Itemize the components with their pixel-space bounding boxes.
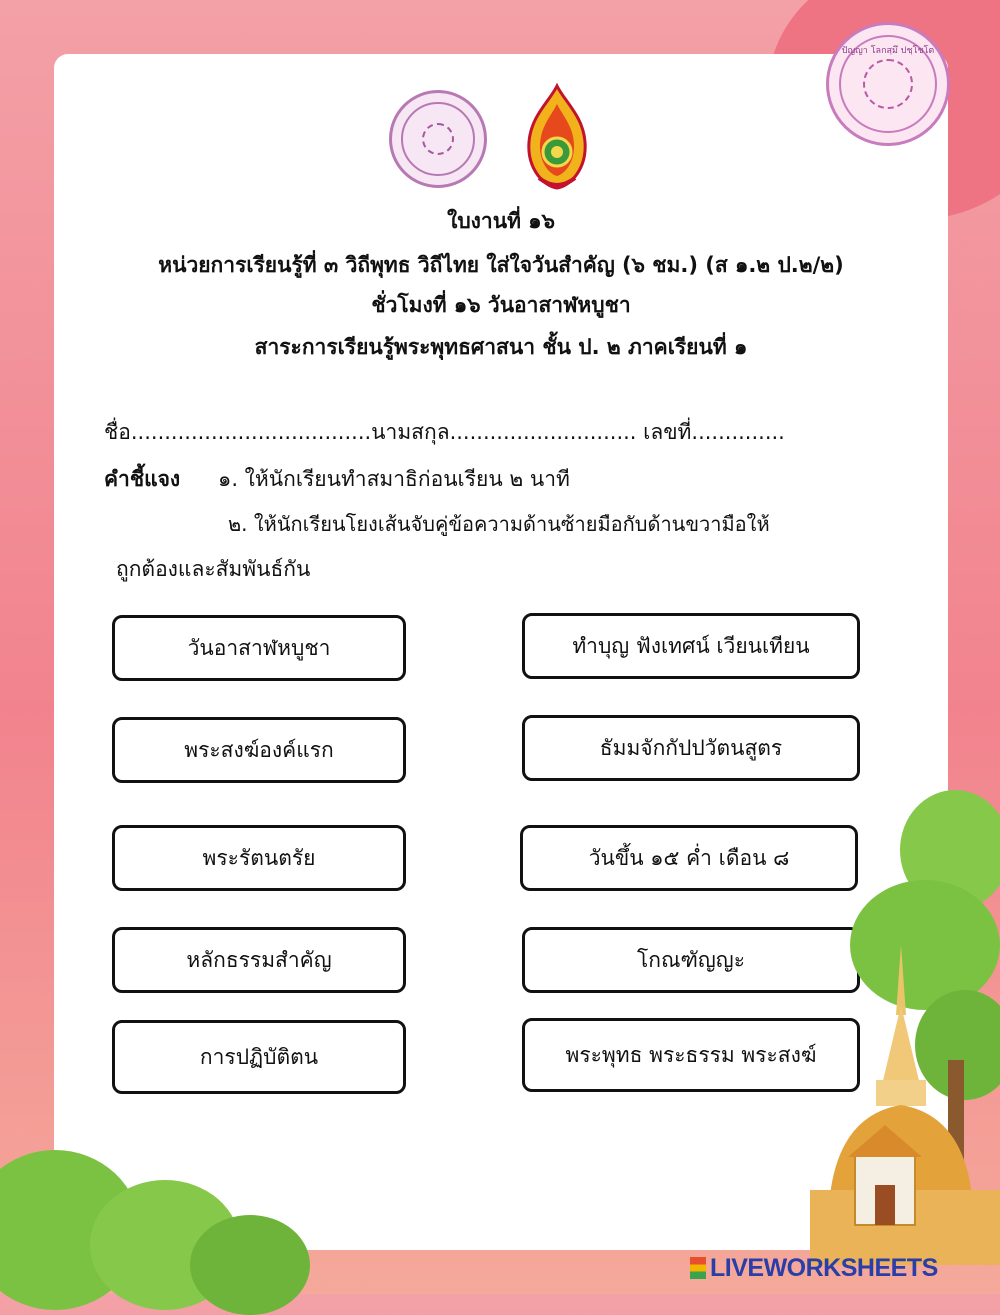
subject-heading: สาระการเรียนรู้พระพุทธศาสนา ชั้น ป. ๒ ภาคเรียนที่ ๑ (254, 335, 748, 359)
liveworksheets-icon (690, 1257, 706, 1279)
worksheet-title: ใบงานที่ ๑๖ (447, 209, 555, 233)
left-match-item[interactable]: พระรัตนตรัย (112, 825, 406, 891)
right-match-item[interactable]: พระพุทธ พระธรรม พระสงฆ์ (522, 1018, 860, 1092)
liveworksheets-watermark[interactable]: LIVEWORKSHEETS (710, 1254, 938, 1282)
university-seal-logo-small (389, 90, 487, 188)
instructions-label: คำชี้แจง (104, 467, 181, 491)
unit-heading: หน่วยการเรียนรู้ที่ ๓ วิถีพุทธ วิถีไทย ใส่ใจวันสำคัญ (๖ ชม.) (ส ๑.๒ ป.๒/๒) (158, 253, 844, 277)
right-match-item[interactable]: ทำบุญ ฟังเทศน์ เวียนเทียน (522, 613, 860, 679)
left-match-item[interactable]: หลักธรรมสำคัญ (112, 927, 406, 993)
stupa-illustration (770, 945, 1000, 1265)
hour-heading: ชั่วโมงที่ ๑๖ วันอาสาฬหบูชา (371, 293, 631, 317)
university-seal-logo (826, 22, 950, 146)
right-match-item[interactable]: วันขึ้น ๑๕ ค่ำ เดือน ๘ (520, 825, 858, 891)
ministry-emblem-logo (519, 82, 595, 192)
instruction-2: ๒. ให้นักเรียนโยงเส้นจับคู่ข้อความด้านซ้ายมือกับด้านขวามือให้ (228, 512, 770, 536)
left-match-item[interactable]: พระสงฆ์องค์แรก (112, 717, 406, 783)
seal-motto: ปัญญา โลกสฺมึ ปชฺโชโต (841, 46, 935, 56)
instruction-2-continued: ถูกต้องและสัมพันธ์กัน (116, 557, 311, 581)
instruction-1: ๑. ให้นักเรียนทำสมาธิก่อนเรียน ๒ นาที (218, 467, 570, 491)
right-match-item[interactable]: ธัมมจักกัปปวัตนสูตร (522, 715, 860, 781)
student-info-line: ชื่อ....................................นามสกุล............................ เลขที่.............. (104, 420, 785, 444)
right-match-item[interactable]: โกณฑัญญะ (522, 927, 860, 993)
left-match-item[interactable]: การปฏิบัติตน (112, 1020, 406, 1094)
left-match-item[interactable]: วันอาสาฬหบูชา (112, 615, 406, 681)
